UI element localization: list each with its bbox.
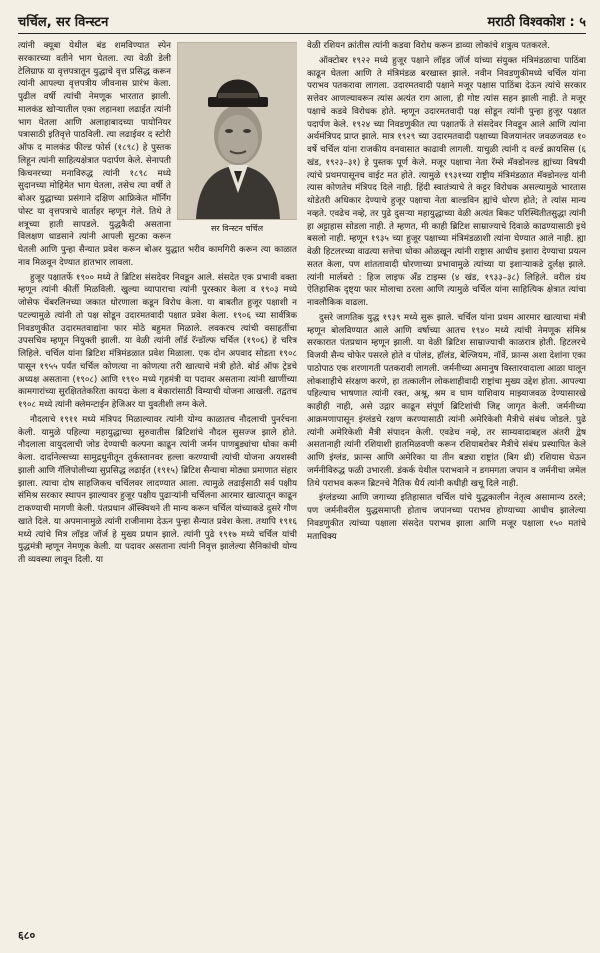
two-column-body: [18, 40, 586, 930]
right-paragraph-2: ऑक्टोबर १९२२ मध्ये हुजूर पक्षाने लॉइड जॉर्ज यांच्या संयुक्त मंत्रिमंडळाचा पाठिंबा काढून घेतला आणि ते मंत्रिमंडळ बरखास्त झाले. नवीन निवडणुकीमध्ये चर्चिल यांना पराभव पतकरावा लागला. उदारमतवादी पक्षाने मजूर पक्षास पाठिंबा देऊन त्यांचे सरकार सत्तेवर आणल्यावरून त्यांस अत्यंत राग आला, ही गोष्ट त्यांस सहन झाली नाही. ते मजूर पक्षाचे कडवे विरोधक होते. म्हणून उदारमतवादी पक्ष सोडून त्यांनी पुन्हा हुजूर पक्षात पदार्पण केले. १९२४ च्या निवडणुकीत त्या पक्षातर्फे ते संसदेवर निवडून आले आणि त्यांना अर्थमंत्रिपद प्राप्त झाले. मात्र १९२९ च्या उदारमतवादी पक्षाच्या विजयानंतर जवळजवळ १० वर्षे चर्चिल यांना राजकीय वनवासात काढावी लागली. याचुळी त्यांनी द वर्ल्ड क्रायसिस (६ खंड, १९२३–३१) हे पुस्तक पूर्ण केले. मजूर पक्षाचा नेता रॅम्से मॅक्डोनल्ड ह्यांच्या विषयी त्यांचे प्रथमपासूनच वाईट मत होते. त्यामुळे १९३१च्या राष्ट्रीय मंत्रिमंडळात मॅक्डोनल्ड यांनी त्यास कोणतेच मंत्रिपद दिले नाही. हिंदी स्वातंत्र्याचे ते कट्टर विरोधक असल्यामुळे भारतास थोडेतरी अधिकार देण्याचे हुजूर पक्षाचा नेता बाल्डविन ह्यांचे धोरण होते; ते त्यांस मान्य नव्हते. एवढेच नव्हे, तर पुढे दुसऱ्या महायुद्धाच्या वेळी अत्यंत बिकट परिस्थितीतसुद्धा त्यांनी हा अट्टाहास सोडला नाही. ते म्हणत, मी काही ब्रिटिश साम्राज्याचे दिवाळे काढण्यासाठी इथे बसलो नाही. म्हणून १९३५ च्या हुजूर पक्षाच्या मंत्रिमंडळाशी त्यांना घेण्यात आले नाही. ह्या वेळी हिटलरच्या वाढत्या सत्तेचा धोका ओळखून त्यांनी राष्ट्रास आधीच इशारा देण्याचा प्रयत्न सतत केला, पण शांततावादी धोरणाच्या प्रभावामुळे त्यांच्या या इशाऱ्याकडे दुर्लक्ष झाले. त्यांनी मार्लबरो : हिज लाइफ अँड टाइम्स (४ खंड, १९३३–३८) लिहिले. वरील ग्रंथ ऐतिहासिक दृष्ट्या फार मोलाचा ठरला आणि त्यामुळे चर्चिल यांना साहित्यिक क्षेत्रात त्यांचा नावलौकिक वाढला.: [307, 55, 586, 308]
right-paragraph-1: वेळी रशियन क्रांतीस त्यांनी कडवा विरोध करून डाव्या लोकांचे शत्रुत्व पतकरले.: [307, 41, 550, 51]
churchill-portrait-image: [178, 43, 297, 219]
portrait-figure: [177, 42, 297, 236]
left-column: [18, 40, 297, 930]
header-title-left: चर्चिल, सर विन्स्टन: [18, 15, 109, 30]
left-paragraph-3: नौदलाचे १९११ मध्ये मंत्रिपद मिळाल्यावर त्यांनी योग्य काळातच नौदलाची पुनर्रचना केली. यामुळे पहिल्या महायुद्धाच्या सुरुवातीस ब्रिटिशांचे नौदल सुसज्ज झाले होते. नौदलाला वायुदलाची जोड देण्याची कल्पना काढून त्यांनी जर्मन पाणबुड्यांचा धोका कमी केला. दार्दानेल्सच्या सामुद्रधुनीतून तुर्कस्तानवर हल्ला करण्याची त्यांची योजना अयशस्वी झाली आणि गॅलिपोलीच्या सुप्रसिद्ध लढाईत (१९१५) ब्रिटिश सैन्याचा मोठ्या प्रमाणात संहार झाला. त्याचा दोष साहजिकच चर्चिलवर लादण्यात आला. त्यामुळे लढाईसाठी सर्व पक्षीय संमिश्र सरकार स्थापन झाल्यावर हुजूर पक्षीय पुढाऱ्यांनी चर्चिलना आरमार खात्यातून काढून टाकण्याची मागणी केली. पंतप्रधान ॲस्क्विथने ती मान्य करून चर्चिल यांच्याकडे दुसरे गौण खाते दिले. या अपमानामुळे त्यांनी राजीनामा देऊन पुन्हा सैन्यात प्रवेश केला. तथापि १९१६ मध्ये त्यांचे मित्र लॉइड जॉर्ज हे मुख्य प्रधान झाले. त्यांनी पुढे १९१७ मध्ये चर्चिल यांची युद्धमंत्री म्हणून नेमणूक केली. या पदावर असताना त्यांनी निवृत्त झालेल्या सैनिकांची योग्य ती व्यवस्था लावून दिली. या: [18, 414, 297, 565]
page-number: ६८०: [18, 929, 36, 942]
right-paragraph-4: इंग्लंडच्या आणि जगाच्या इतिहासात चर्चिल यांचे युद्धकालीन नेतृत्व असामान्य ठरले; पण जर्मनीवरील युद्धसमाप्ती होताच जपानच्या पराभव होण्याच्या आधीच झालेल्या निवडणुकीत त्यांच्या पक्षाला संसदेत पराभव झाला आणि मजूर पक्षाला १५० मतांचे मताधिक्य: [307, 493, 586, 542]
right-paragraph-3: दुसरे जागतिक युद्ध १९३९ मध्ये सुरू झाले. चर्चिल यांना प्रथम आरमार खात्याचा मंत्री म्हणून बोलविण्यात आले आणि वर्षाच्या आतच १९४० मध्ये त्यांची नेमणूक संमिश्र सरकारात पंतप्रधान म्हणून झाली. या वेळी ब्रिटिश साम्राज्याची काळरात्र होती. हिटलरचे विजयी सैन्य चोफेर पसरले होते व पोलंड, हॉलंड, बेल्जियम, नॉर्वे, फ्रान्स अशा देशांना एका पाठोपाठ एक शरणागती पतकरावी लागली. जर्मनीच्या अमानुष विस्तारवादाला आळा घालून लोकशाहीचे संरक्षण करणे, हा तत्कालीन लोकशाहीवादी राष्ट्रांचा मुख्य उद्देश होता. आपल्या पहिल्याच भाषणात त्यांनी रक्त, अश्रू, श्रम व घाम याशिवाय माझ्याजवळ देण्यासारखे काहीही नाही, असे उद्गार काढून संपूर्ण ब्रिटिशांची जिद्द जागृत केली. जर्मनीच्या आक्रमणापासून इंग्लंडचे रक्षण करण्यासाठी त्यांनी अमेरिकेशी मैत्रीचे संबंध जोडले. पुढे त्यांनी अमेरिकेशी मैत्री संपादन केली. एवढेच नव्हे, तर साम्यवादाबद्दल अंतरी द्वेष असतानाही त्यांनी रशियाशी हातमिळवणी करून रशियाबरोबर मैत्रीचे संबंध प्रस्थापित केले आणि इंग्लंड, फ्रान्स आणि अमेरिका या तीन बड्या राष्ट्रांत (बिग थ्री) रशियास घेऊन जर्मनीविरुद्ध फळी उभारली. डंकर्क येथील पराभवाने न डगमगता जपान व जर्मनीचा जमेल तिथे पराभव करून ब्रिटनचे नैतिक धैर्य त्यांनी कधीही खचू दिले नाही.: [307, 312, 586, 489]
left-paragraph-1-text: त्यांनी क्यूबा येथील बंड शमविण्यात स्पेन सरकारच्या वतीने भाग घेतला. त्या वेळी डेली टेलिग्राफ या वृत्तपत्रातून युद्धाचे वृत्त प्रसिद्ध करून त्यांनी आपल्या वृत्तपत्रीय जीवनास प्रारंभ केला. पुढील वर्षी त्यांची नेमणूक भारतात झाली. मालकंड खोऱ्यातील एका लहानशा लढाईत त्यांनी भाग घेतला आणि अलाहाबादच्या पायोनियर पत्रासाठी इतिवृत्ते पाठविली. त्या लढाईवर द स्टोरी ऑफ द मालकंड फील्ड फोर्स (१८९८) हे पुस्तक लिहून त्यांनी साहित्यक्षेत्रात पदार्पण केले. सेनापती किचनरच्या मनाविरुद्ध त्यांनी १८९८ मध्ये सुदानच्या मोहिमेत भाग घेतला, तसेच त्या वर्षी ते बोअर युद्धाच्या प्रसंगाने दक्षिण आफ्रिकेत मॉर्निंग पोस्ट या वृत्तपत्राचे वार्ताहर म्हणून गेले. तिथे ते शत्रूच्या हाती सापडले. युद्धकैदी असताना विलक्षण धाडसाने त्यांनी आपली सुटका करून घेतली आणि पुन्हा सैन्यात प्रवेश करून बोअर युद्धात भरीव कामगिरी करून त्या काळात नाव मिळवून देण्यात हातभार लावला.: [18, 41, 297, 268]
left-paragraph-1: [18, 40, 297, 270]
left-paragraph-2: हुजूर पक्षातर्फे १९०० मध्ये ते ब्रिटिश संसदेवर निवडून आले. संसदेत एक प्रभावी वक्ता म्हणून त्यांनी कीर्ती मिळविली. खुल्या व्यापाराचा त्यांनी पुरस्कार केला व १९०३ मध्ये जोसेफ चेंबरलिनच्या जकात धोरणाला कडून विरोध केला. या बाबतीत हुजूर पक्षाशी न पटल्यामुळे त्यांनी तो पक्ष सोडून उदारमतवादी पक्षात प्रवेश केला. १९०६ च्या सार्वत्रिक निवडणुकीत उदारमतवाद्यांना फार मोठे बहुमत मिळाले. लवकरच त्यांची वसाहतींचा उपसचिव म्हणून नियुक्ती झाली. या वेळी त्यांनी लॉर्ड रॅन्डॉल्फ चर्चिल (१९०६) हे चरित्र लिहिले. चर्चिल यांना ब्रिटिश मंत्रिमंडळात प्रवेश मिळाला. एक दोन अपवाद सोडता १९०८ पासून १९५५ पर्यंत चर्चिल कोणत्या ना कोणत्या तरी खात्याचे मंत्री होते. बोर्ड ऑफ ट्रेडचे अध्यक्ष असताना (१९०८) आणि १९१० मध्ये गृहमंत्री या पदावर असताना त्यांनी खाणींच्या कामगारांच्या सुरक्षिततेकरिता कायदा केला व बेकारांसाठी विम्याची योजना आखली. तद्वतच १९०८ मध्ये त्यांनी क्लेमन्टाईन हेजिअर या युवतीशी लग्न केले.: [18, 272, 297, 410]
running-header: [18, 12, 586, 34]
portrait-caption: सर विन्स्टन चर्चिल: [210, 224, 264, 233]
header-title-right: मराठी विश्वकोश : ५: [487, 15, 586, 30]
portrait-photo: [177, 42, 297, 220]
right-column: [307, 40, 586, 930]
